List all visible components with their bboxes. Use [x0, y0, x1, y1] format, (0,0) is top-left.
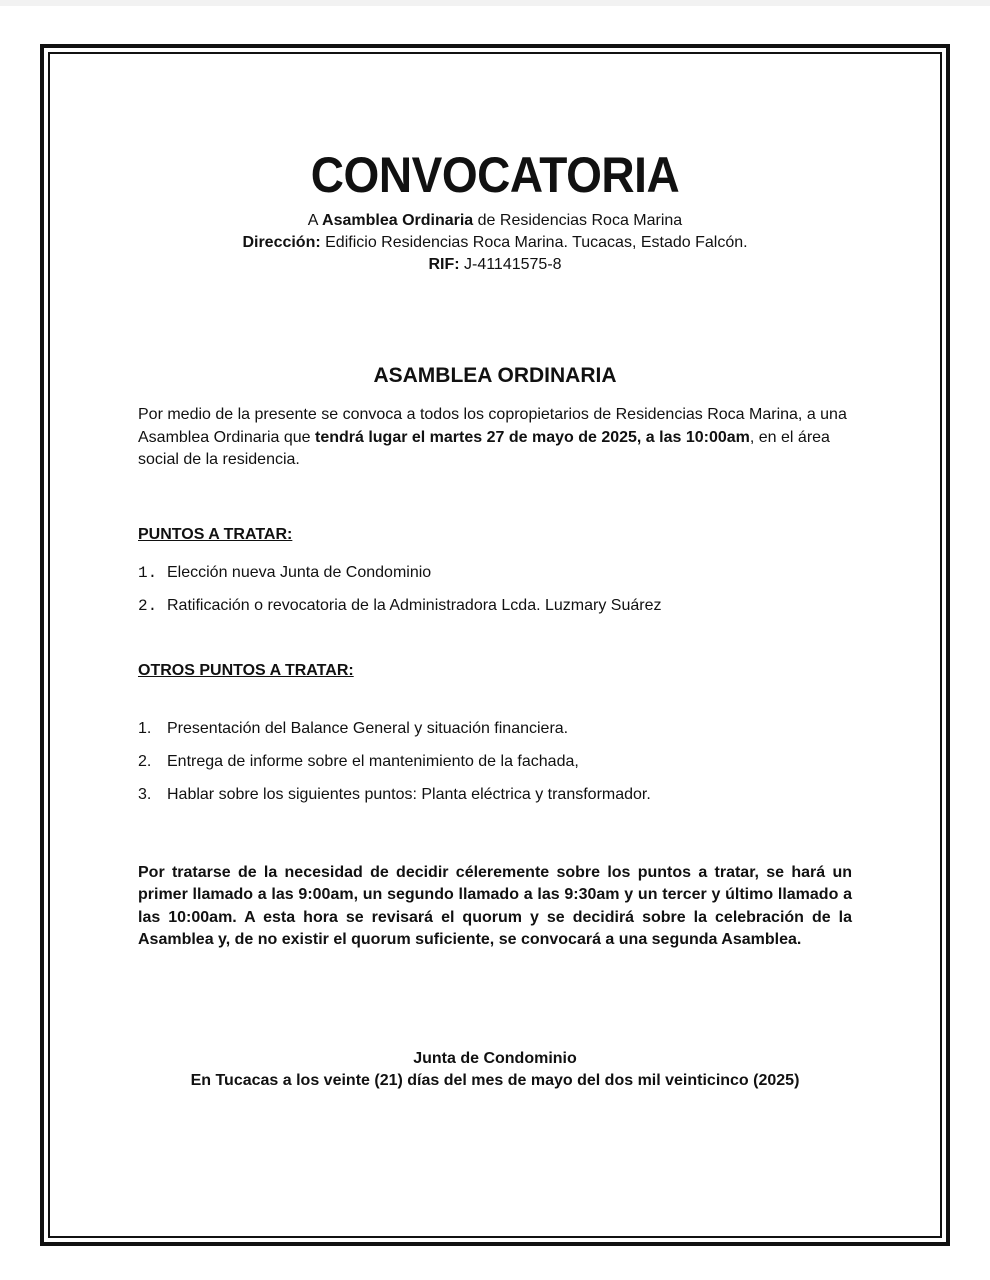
header-suffix: de Residencias Roca Marina — [473, 212, 683, 229]
header-line-rif — [138, 254, 852, 276]
header-line-assembly — [138, 210, 852, 232]
header-prefix: A — [307, 212, 323, 229]
list-item-number: 2. — [138, 752, 152, 770]
list-item-text: Ratificación o revocatoria de la Administradora Lcda. Luzmary Suárez — [167, 596, 662, 614]
intro-part1: Por medio de la presente se convoca a todos los copropietarios de Residencias Roca Marina, a una Asamblea Ordinaria que — [138, 406, 847, 446]
header-line-address — [138, 232, 852, 254]
list-item-text: Presentación del Balance General y situación financiera. — [167, 719, 569, 737]
footer-signatory: Junta de Condominio — [413, 1049, 577, 1067]
footer-place-date: En Tucacas a los veinte (21) días del mes de mayo del dos mil veinticinco (2025) — [190, 1071, 800, 1089]
section-title: ASAMBLEA ORDINARIA — [373, 364, 617, 387]
rif-label: RIF: — [428, 256, 460, 273]
puntos-list — [138, 562, 852, 617]
list-item — [138, 718, 852, 740]
list-item — [138, 751, 852, 773]
list-item-text: Hablar sobre los siguientes puntos: Planta eléctrica y transformador. — [167, 785, 651, 803]
list-item-number: 2. — [138, 596, 158, 615]
intro-paragraph — [138, 404, 852, 472]
list-item-number: 1. — [138, 719, 152, 737]
address-label: Dirección: — [242, 234, 321, 251]
list-item — [138, 562, 852, 584]
document-header — [138, 210, 852, 276]
rif-value: J-41141575-8 — [459, 256, 562, 273]
list-item-text: Elección nueva Junta de Condominio — [167, 563, 432, 581]
document-body — [138, 140, 852, 1092]
document-title: CONVOCATORIA — [310, 147, 680, 203]
address-value: Edificio Residencias Roca Marina. Tucacas, Estado Falcón. — [320, 234, 748, 251]
document-footer — [138, 1048, 852, 1092]
list-item — [138, 595, 852, 617]
intro-date: tendrá lugar el martes 27 de mayo de 2025, a las 10:00am — [314, 428, 750, 446]
list-item-text: Entrega de informe sobre el mantenimiento de la fachada, — [167, 752, 579, 770]
otros-heading: OTROS PUNTOS A TRATAR: — [138, 661, 354, 679]
puntos-heading: PUNTOS A TRATAR: — [138, 525, 293, 543]
list-item-number: 3. — [138, 785, 152, 803]
header-assembly-name: Asamblea Ordinaria — [322, 212, 474, 229]
list-item-number: 1. — [138, 563, 158, 582]
otros-list — [138, 718, 852, 806]
intro-part2: , en el área social de la residencia. — [138, 428, 830, 468]
list-item — [138, 784, 852, 806]
top-edge-strip — [0, 0, 990, 6]
closing-paragraph: Por tratarse de la necesidad de decidir céleremente sobre los puntos a tratar, se hará un primer llamado a las 9:00am, un segundo llamado a las 9:30am y un tercer y último llamado a las 10:00am. A esta hora se revisará el quorum y se decidirá sobre la celebración de la Asamblea y, de no existir el quorum suficiente, se convocará a una segunda Asamblea. — [138, 863, 852, 948]
